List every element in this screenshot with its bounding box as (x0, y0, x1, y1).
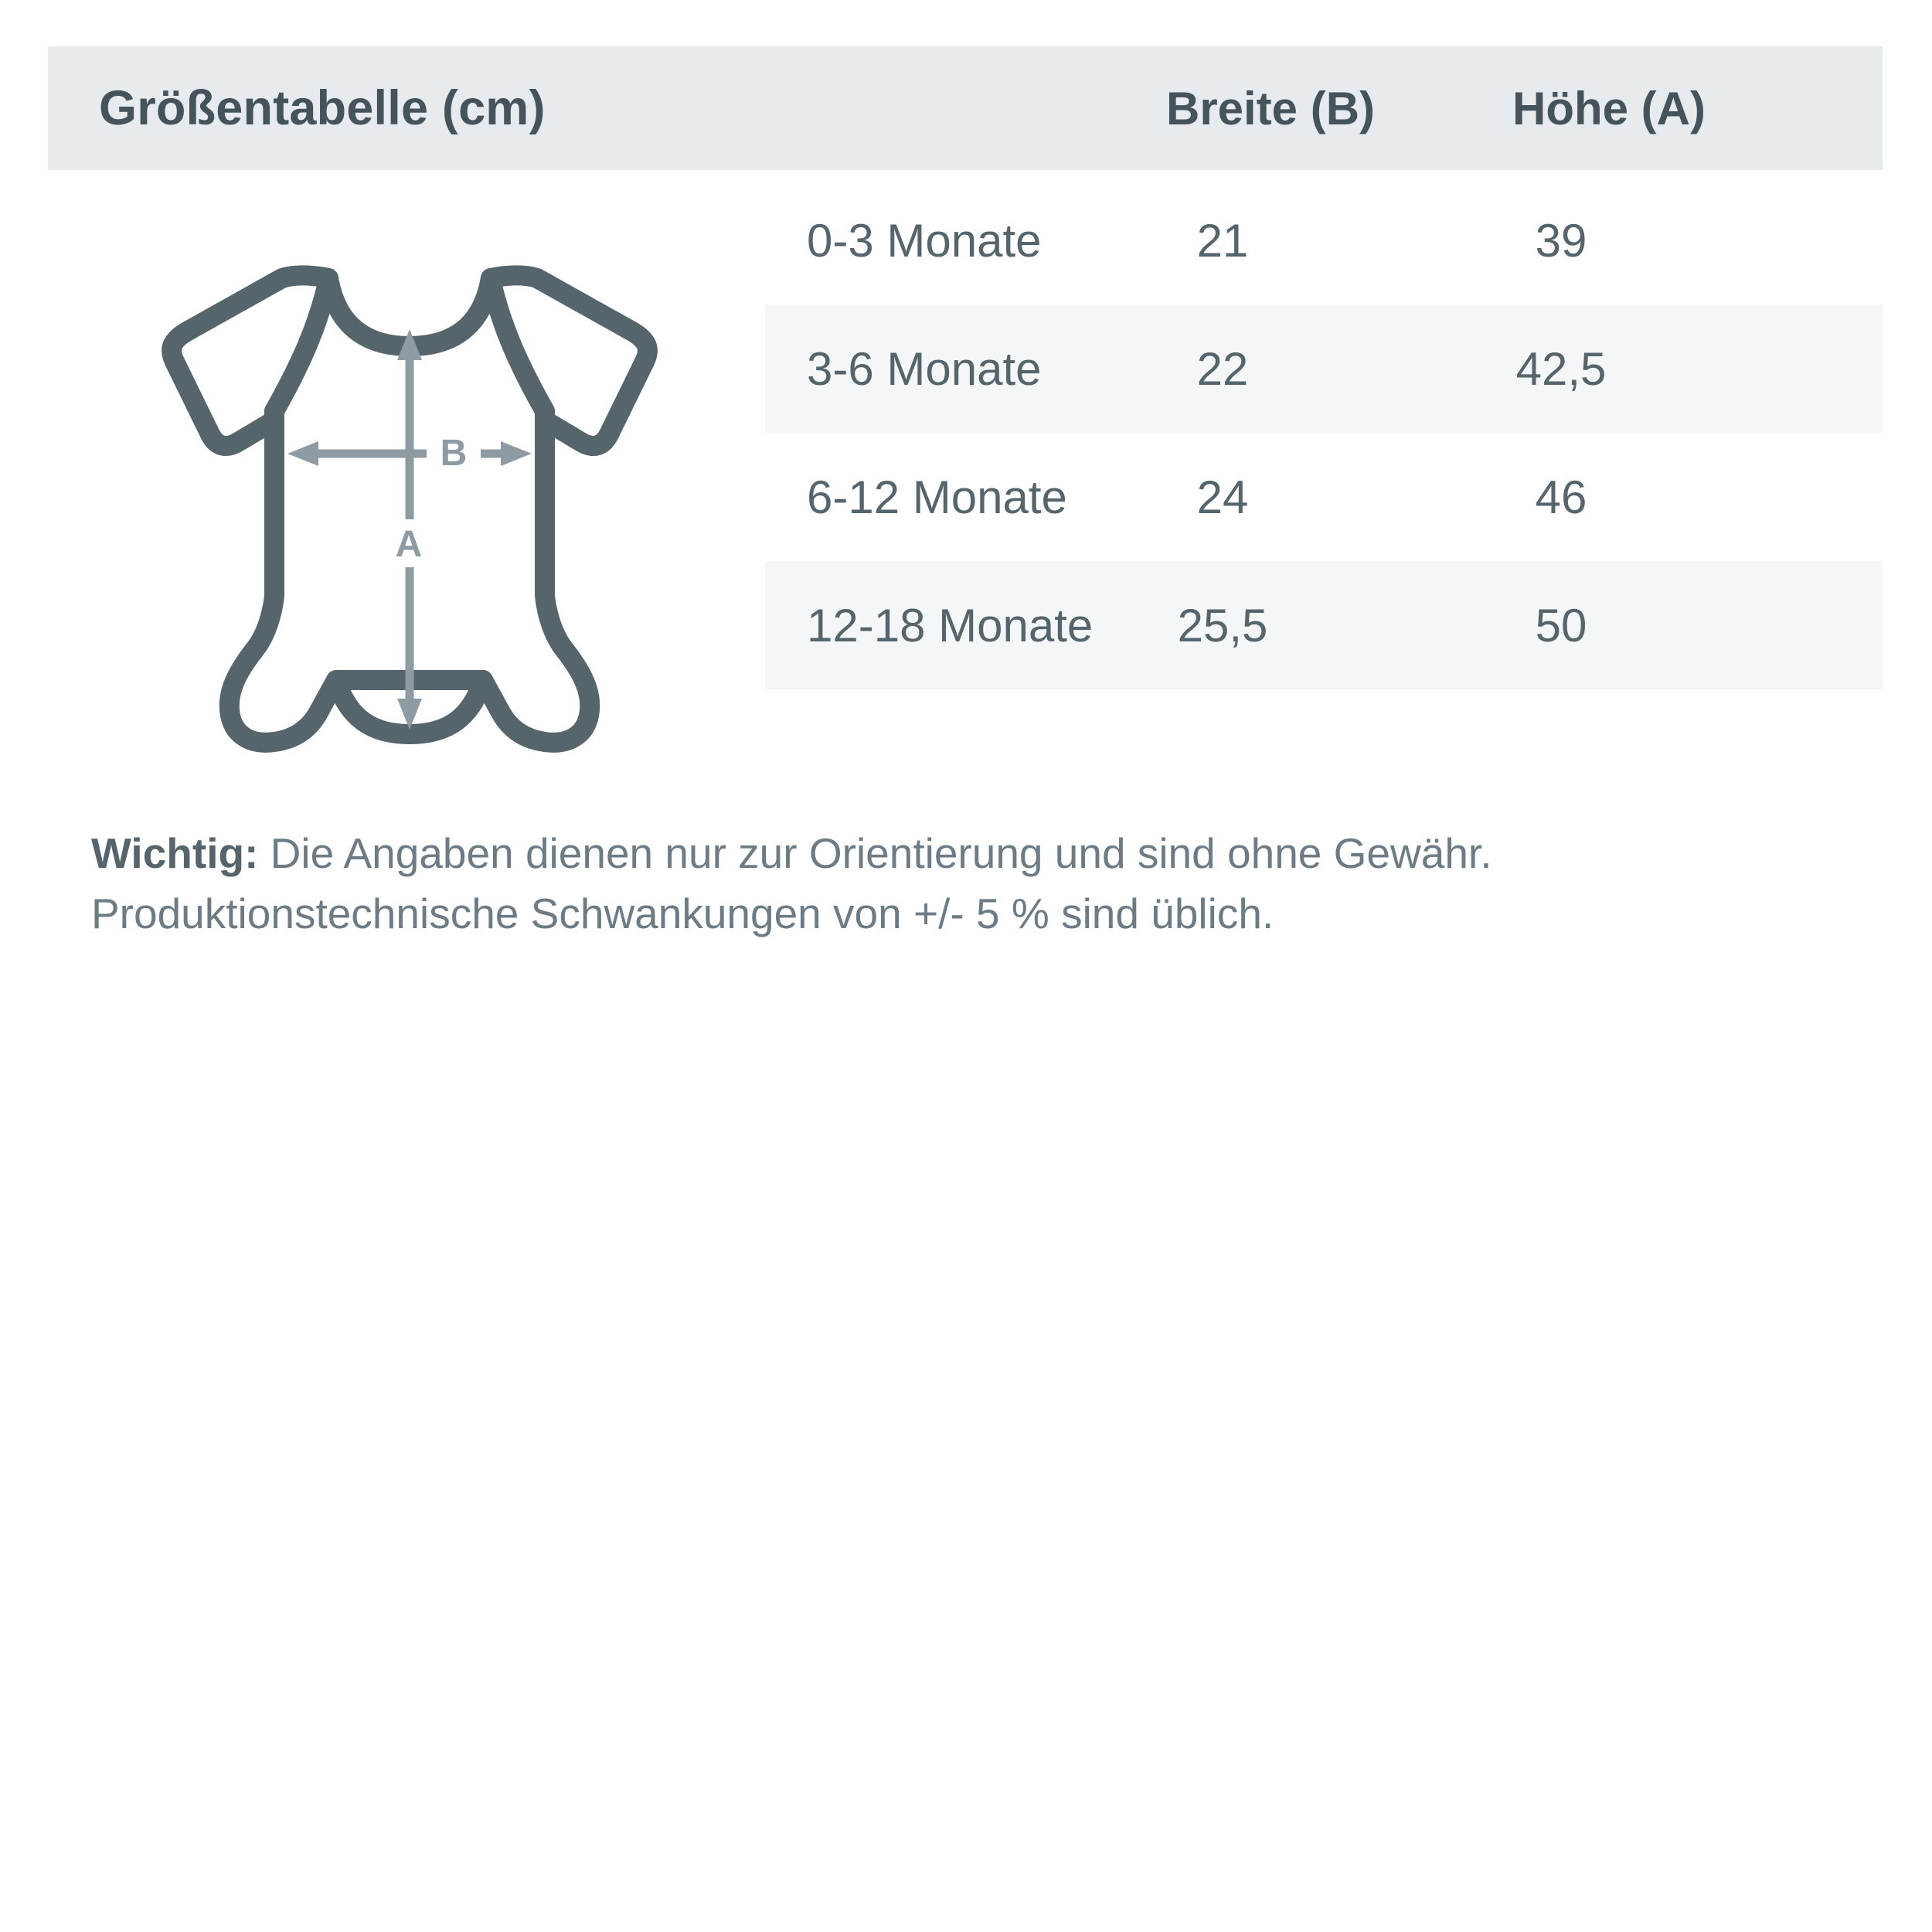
disclaimer-text: Die Angaben dienen nur zur Orientierung und sind ohne Gewähr. Produktionstechnische Schwankungen von +/- 5 % sind üblich. (91, 829, 1492, 938)
diagram-label-height: A (395, 524, 423, 565)
cell-height: 50 (1535, 599, 1587, 651)
cell-size: 6-12 Monate (807, 471, 1067, 523)
bodysuit-diagram (139, 232, 680, 788)
table-header (48, 46, 1883, 170)
cell-width: 25,5 (1177, 599, 1268, 651)
table-row (765, 176, 1883, 304)
column-header-width: Breite (B) (1165, 82, 1376, 134)
cell-height: 39 (1535, 214, 1587, 267)
table-row (765, 304, 1883, 433)
column-header-height: Höhe (A) (1512, 82, 1706, 134)
page-title: Größentabelle (cm) (99, 81, 546, 135)
cell-width: 22 (1196, 342, 1249, 395)
cell-height: 42,5 (1515, 342, 1607, 395)
disclaimer-note (91, 823, 1869, 944)
cell-size: 12-18 Monate (807, 599, 1094, 651)
disclaimer-label: Wichtig: (91, 829, 259, 877)
size-table (765, 176, 1883, 689)
diagram-label-width: B (440, 433, 468, 474)
cell-size: 0-3 Monate (807, 214, 1042, 267)
cell-size: 3-6 Monate (807, 342, 1042, 395)
cell-width: 24 (1196, 471, 1249, 523)
cell-width: 21 (1196, 214, 1249, 267)
table-row (765, 433, 1883, 561)
table-row (765, 561, 1883, 689)
cell-height: 46 (1535, 471, 1587, 523)
